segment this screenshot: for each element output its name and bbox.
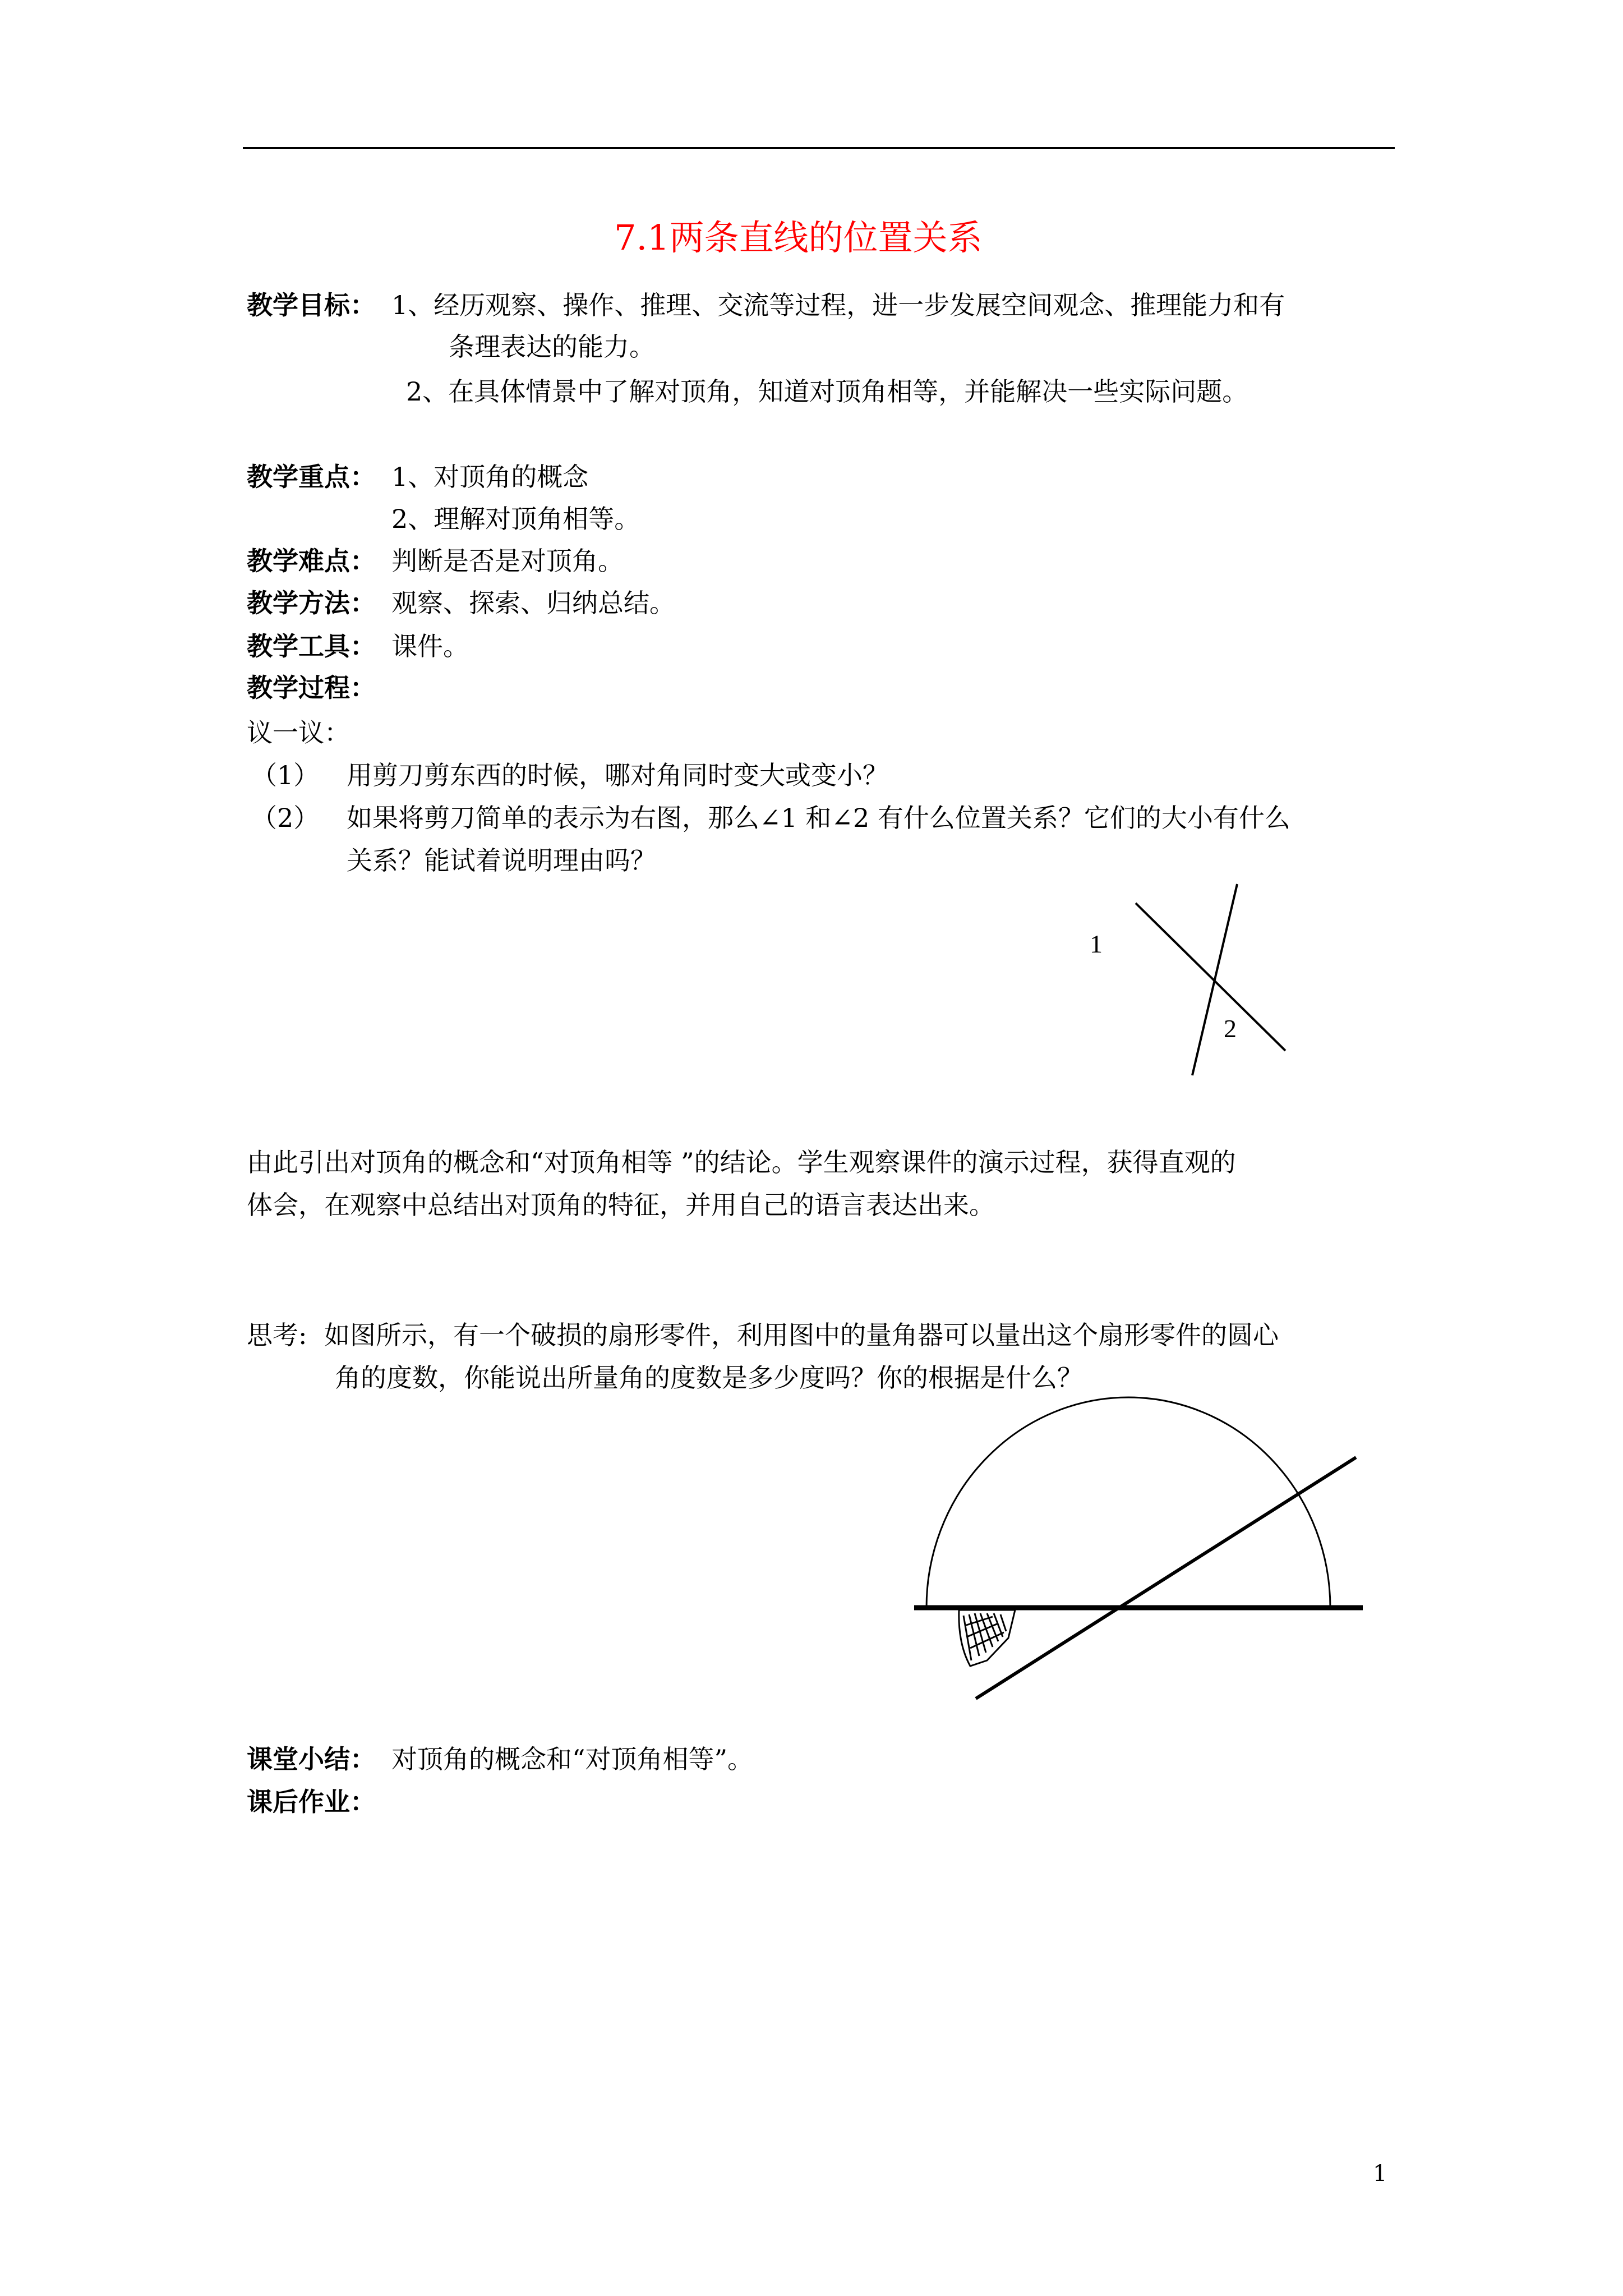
difficulty-label: 教学难点： bbox=[247, 546, 376, 576]
line-a bbox=[1136, 903, 1285, 1051]
discuss-q2-number: （2） bbox=[251, 803, 320, 833]
discuss-heading: 议一议： bbox=[247, 717, 350, 748]
method-label: 教学方法： bbox=[247, 588, 376, 618]
angle-label-1: 1 bbox=[1090, 930, 1103, 958]
think-line1: 如图所示，有一个破损的扇形零件，利用图中的量角器可以量出这个扇形零件的圆心 bbox=[324, 1320, 1279, 1350]
header-rule bbox=[243, 147, 1395, 149]
protractor-arc bbox=[926, 1397, 1330, 1608]
protractor-sector-figure bbox=[909, 1397, 1374, 1711]
process-label: 教学过程： bbox=[247, 673, 376, 703]
objectives-item1-line1: 1、经历观察、操作、推理、交流等过程，进一步发展空间观念、推理能力和有 bbox=[391, 290, 1285, 320]
key-points-item2: 2、理解对顶角相等。 bbox=[391, 504, 640, 534]
think-line2: 角的度数，你能说出所量角的度数是多少度吗？你的根据是什么？ bbox=[335, 1363, 1083, 1393]
page-number: 1 bbox=[1373, 2161, 1387, 2187]
key-points-label: 教学重点： bbox=[247, 462, 376, 492]
discuss-q1: 用剪刀剪东西的时候，哪对角同时变大或变小？ bbox=[347, 760, 888, 790]
key-points-item1: 1、对顶角的概念 bbox=[391, 462, 589, 492]
difficulty-text: 判断是否是对顶角。 bbox=[391, 546, 624, 576]
objectives-item2: 2、在具体情景中了解对顶角，知道对顶角相等，并能解决一些实际问题。 bbox=[406, 376, 1248, 407]
discuss-q2-line2: 关系？能试着说明理由吗？ bbox=[347, 845, 656, 876]
discuss-q2-line1: 如果将剪刀简单的表示为右图，那么∠1 和∠2 有什么位置关系？它们的大小有什么 bbox=[347, 803, 1290, 833]
intersecting-lines-figure bbox=[1066, 875, 1301, 1088]
homework-label: 课后作业： bbox=[247, 1787, 376, 1817]
slanted-line bbox=[976, 1457, 1356, 1699]
think-label: 思考: bbox=[247, 1320, 307, 1350]
objectives-label: 教学目标： bbox=[247, 290, 376, 320]
conclusion-line1: 由此引出对顶角的概念和“对顶角相等 ”的结论。学生观察课件的演示过程，获得直观的 bbox=[247, 1147, 1236, 1177]
method-text: 观察、探索、归纳总结。 bbox=[391, 588, 675, 618]
tools-label: 教学工具： bbox=[247, 631, 376, 661]
tools-text: 课件。 bbox=[391, 631, 469, 661]
line-b bbox=[1192, 884, 1237, 1075]
document-title: 7.1两条直线的位置关系 bbox=[614, 217, 983, 258]
objectives-item1-line2: 条理表达的能力。 bbox=[449, 332, 655, 362]
angle-label-2: 2 bbox=[1224, 1014, 1237, 1043]
discuss-q1-number: （1） bbox=[251, 760, 320, 790]
summary-text: 对顶角的概念和“对顶角相等”。 bbox=[391, 1744, 754, 1774]
summary-label: 课堂小结： bbox=[247, 1744, 376, 1774]
conclusion-line2: 体会，在观察中总结出对顶角的特征，并用自己的语言表达出来。 bbox=[247, 1190, 995, 1220]
